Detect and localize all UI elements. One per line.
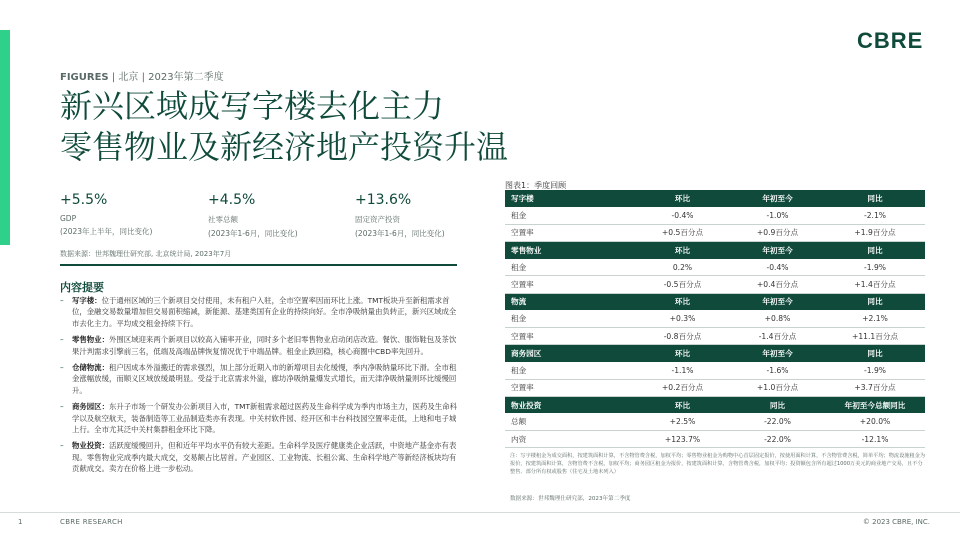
kicker-city: 北京 xyxy=(118,72,139,83)
summary-item-lead: 仓储物流： xyxy=(72,363,109,373)
table-row: 空置率 -0.8百分点 -1.4百分点 +11.1百分点 xyxy=(505,328,925,345)
summary-heading: 内容提要 xyxy=(60,281,104,294)
quarterly-review-table xyxy=(505,190,925,448)
summary-item-lead: 写字楼： xyxy=(72,296,102,305)
table-row: 内资 +123.7% -22.0% -12.1% xyxy=(505,431,925,448)
table-row: 空置率 -0.5百分点 +0.4百分点 +1.4百分点 xyxy=(505,276,925,293)
table-section-header: 写字楼 环比 年初至今 同比 xyxy=(505,190,925,207)
metric-retail-sales xyxy=(208,192,348,239)
metric-label: 社零总额 xyxy=(208,215,238,224)
footer-brand: CBRE RESEARCH xyxy=(60,518,123,526)
page-title xyxy=(60,86,620,168)
summary-item-office: – 写字楼：位于通州区域的三个新项目交付使用，未有租户入驻，全市空置率因而环比上涨。TMT板块升至新租需求首位，金融交易数量增加但交易面积缩减，新能源、基建类国有企业的持续向好。全市净吸纳量由负转正，新兴区域成全市去化主力。平均成交租金持续下行。 xyxy=(60,296,457,328)
metric-fixed-asset-investment xyxy=(355,192,495,239)
summary-item-investment: – 物业投资：活跃度缓慢回升，但和近年平均水平仍有较大差距。生命科学及医疗健康类企业活跃，中资地产基金亦有表现。零售物业完成季内最大成交，交易额占比居首。产业园区、工业物流、长租公寓、生命科学地产等新经济板块均有贡献成交。卖方在价格上进一步松动。 xyxy=(60,441,457,474)
cbre-logo: CBRE xyxy=(857,28,924,53)
metric-value: +4.5% xyxy=(208,192,256,208)
metric-value: +5.5% xyxy=(60,192,108,208)
table-footnote: 注：写字楼租金为成交面积，按建筑面积计算，不含物管费含税，加权平均；零售物业租金为购物中心首层固定报价，按使用面积计算，不含物管费含税，简单平均；物流设施租金为报价，按建筑面积计算，含物管费不含税，加权平均；商务园区租金为报价，按建筑面积计算，含物管费含税，加权平均；投资额包含所有超过1000万美元的商业地产交易，且不分整售、部分所有权或股售（住宅及土地未列入） xyxy=(510,453,926,476)
page-title-line-1: 新兴区域成写字楼去化主力 xyxy=(60,87,445,125)
page-title-line-2: 零售物业及新经济地产投资升温 xyxy=(60,128,509,166)
summary-list xyxy=(60,295,458,480)
kicker-label: FIGURES xyxy=(60,72,109,83)
metric-gdp xyxy=(60,192,200,237)
table-row: 租金 -1.1% -1.6% -1.9% xyxy=(505,362,925,379)
table-section-header: 商务园区 环比 年初至今 同比 xyxy=(505,345,925,362)
table-section-header: 物流 环比 年初至今 同比 xyxy=(505,293,925,310)
summary-item-text: 租户因成本外溢搬迁的需求强烈，加上部分近期入市的新增项目去化缓慢，季内净吸纳量环比下滑。全市租金涨幅放缓，而顺义区域放缓最明显。受益于北京需求外溢，廊坊净吸纳量爆发式增长，而天津净吸纳量则环比缓慢回升。 xyxy=(72,363,457,395)
kicker-separator: | xyxy=(111,72,119,83)
table-section-header: 零售物业 环比 年初至今 同比 xyxy=(505,242,925,259)
footer-copyright: © 2023 CBRE, INC. xyxy=(862,518,930,526)
table-row: 租金 +0.3% +0.8% +2.1% xyxy=(505,310,925,327)
summary-item-lead: 零售物业： xyxy=(72,335,109,345)
metric-value: +13.6% xyxy=(355,192,412,208)
summary-item-text: 活跃度缓慢回升，但和近年平均水平仍有较大差距。生命科学及医疗健康类企业活跃，中资地产基金亦有表现。零售物业完成季内最大成交，交易额占比居首。产业园区、工业物流、长租公寓、生命科学地产等新经济板块均有贡献成交。卖方在价格上进一步松动。 xyxy=(72,441,457,474)
page-number: 1 xyxy=(18,518,23,526)
divider xyxy=(60,264,457,266)
table-section-header: 物业投资 环比 同比 年初至今总额同比 xyxy=(505,396,925,413)
table-row: 总额 +2.5% -22.0% +20.0% xyxy=(505,413,925,430)
metric-sub: (2023年上半年，同比变化) xyxy=(60,227,153,236)
table-row: 租金 0.2% -0.4% -1.9% xyxy=(505,259,925,276)
metric-label: 固定资产投资 xyxy=(355,215,400,224)
figure-title: 图表1：季度回顾 xyxy=(505,181,567,190)
table-row: 租金 -0.4% -1.0% -2.1% xyxy=(505,207,925,224)
summary-item-lead: 物业投资： xyxy=(72,441,109,451)
summary-item-text: 外围区域迎来两个新项目以较高入铺率开业，同时多个老旧零售物业启动闭店改造。餐饮、服饰鞋包及茶饮果汁判需求引擎前三名，低端及高端品牌恢复情况优于中端品牌。租金止跌回稳，核心商圈中CBD率先回升。 xyxy=(72,335,457,356)
summary-item-logistics: – 仓储物流：租户因成本外溢搬迁的需求强烈，加上部分近期入市的新增项目去化缓慢，季内净吸纳量环比下滑。全市租金涨幅放缓，而顺义区域放缓最明显。受益于北京需求外溢，廊坊净吸纳量爆发式增长，而天津净吸纳量则环比缓慢回升。 xyxy=(60,363,457,395)
kicker-period: 2023年第二季度 xyxy=(148,72,224,83)
metric-sub: (2023年1-6月，同比变化) xyxy=(208,229,298,238)
accent-bar xyxy=(0,30,10,245)
table-row: 空置率 +0.5百分点 +0.9百分点 +1.9百分点 xyxy=(505,224,925,241)
summary-item-text: 位于通州区域的三个新项目交付使用，未有租户入驻，全市空置率因而环比上涨。TMT板块升至新租需求首位，金融交易数量增加但交易面积缩减，新能源、基建类国有企业的持续向好。全市净吸纳量由负转正，新兴区域成全市去化主力。平均成交租金持续下行。 xyxy=(72,296,457,328)
metric-sub: (2023年1-6月，同比变化) xyxy=(355,229,445,238)
summary-item-business-park: – 商务园区：东升子市场一个研发办公新项目入市，TMT新租需求超过医药及生命科学成为季内市场主力，医药及生命科学以及航空航天，装备制造等工业品制造类亦有表现。中关村软件园、经开区和丰台科技园空置率走低，上地和电子城上行。全市尤其泛中关村集群租金环比下降。 xyxy=(60,402,457,435)
summary-item-text: 东升子市场一个研发办公新项目入市，TMT新租需求超过医药及生命科学成为季内市场主力，医药及生命科学以及航空航天，装备制造等工业品制造类亦有表现。中关村软件园、经开区和丰台科技园空置率走低，上地和电子城上行。全市尤其泛中关村集群租金环比下降。 xyxy=(72,402,457,435)
summary-item-lead: 商务园区： xyxy=(72,402,109,412)
kicker-line xyxy=(60,68,224,83)
table-row: 空置率 +0.2百分点 +1.0百分点 +3.7百分点 xyxy=(505,379,925,396)
summary-item-retail: – 零售物业：外围区域迎来两个新项目以较高入铺率开业，同时多个老旧零售物业启动闭店改造。餐饮、服饰鞋包及茶饮果汁判需求引擎前三名，低端及高端品牌恢复情况优于中端品牌。租金止跌回稳，核心商圈中CBD率先回升。 xyxy=(60,335,457,356)
metrics-source: 数据来源：世邦魏理仕研究部, 北京统计局, 2023年7月 xyxy=(60,250,232,258)
metric-label: GDP xyxy=(60,214,77,223)
kicker-separator: | xyxy=(141,72,149,83)
footer-divider xyxy=(0,512,960,513)
table-source: 数据来源：世邦魏理仕研究部，2023年第二季度 xyxy=(510,496,631,502)
